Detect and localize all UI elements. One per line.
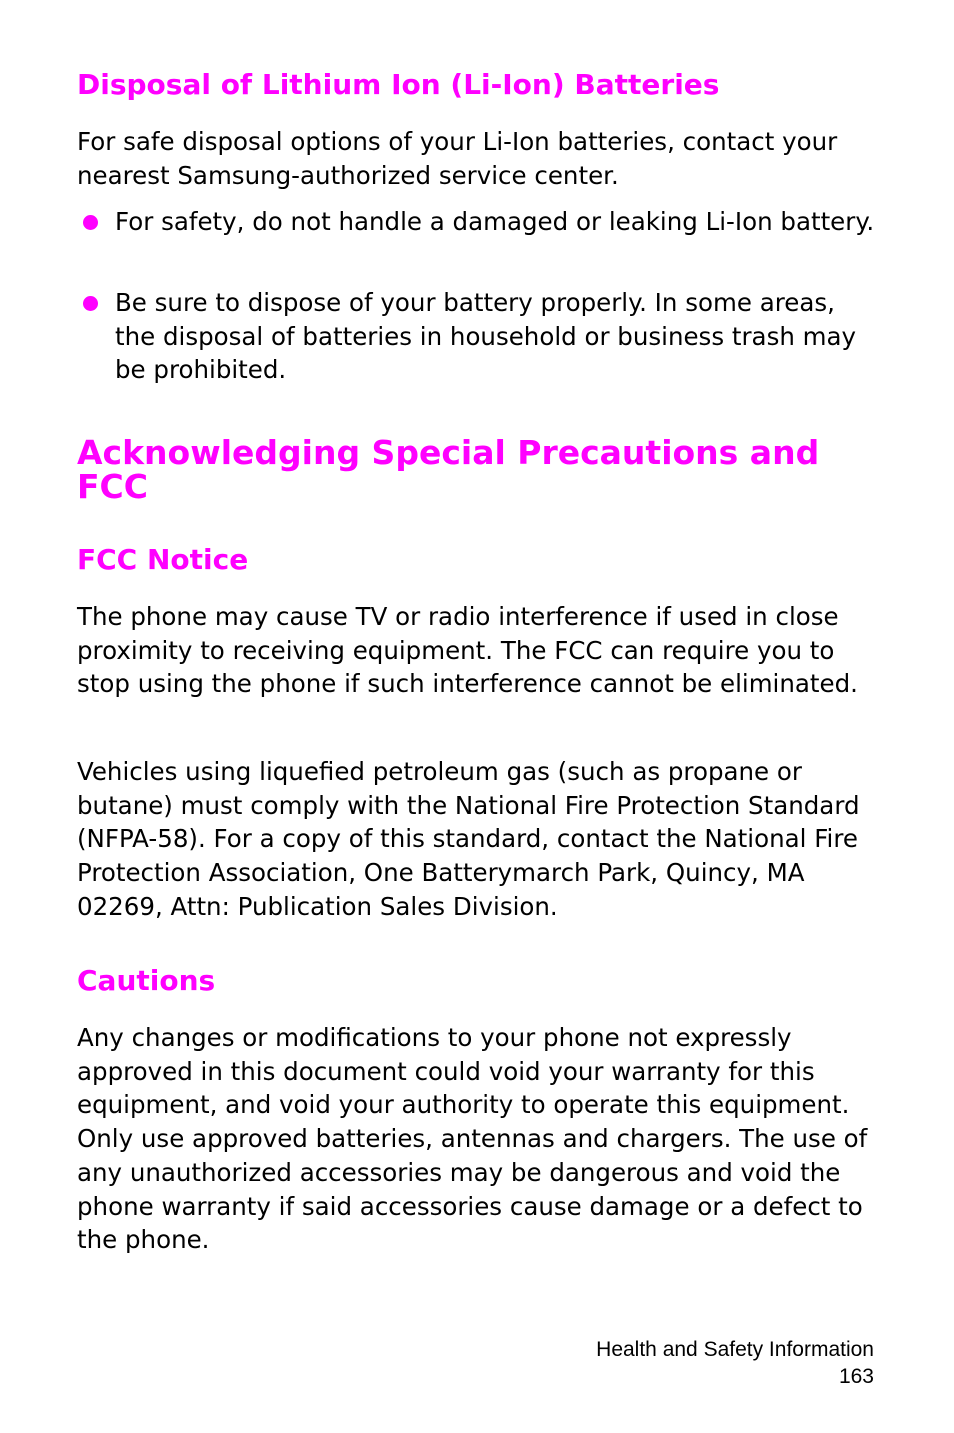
subsection-heading-fcc-notice: FCC Notice [77,543,249,576]
bullet-dot-icon [83,296,98,311]
fcc-notice-paragraph: Vehicles using liquefied petroleum gas (such as propane or butane) must comply with the National Fire Protection Standard (NFPA-58). For a copy of this standard, contact the National Fire Protection Association, One Batterymarch Park, Quincy, MA 02269, Attn: Publication Sales Division. [77,757,860,921]
bullet-dot-icon [83,215,98,230]
bullet-text: For safety, do not handle a damaged or leaking Li-Ion battery. [115,207,875,236]
page-number: 163 [838,1365,874,1388]
subsection-heading-cautions: Cautions [77,964,216,997]
section-heading-precautions-fcc: Acknowledging Special Precautions and FCC [77,433,820,506]
bullet-text: Be sure to dispose of your battery properly. In some areas, the disposal of batteries in household or business trash may be prohibited. [115,288,857,385]
page-footer [596,1336,874,1390]
fcc-notice-paragraph: The phone may cause TV or radio interference if used in close proximity to receiving equipment. The FCC can require you to stop using the phone if such interference cannot be eliminated. [77,602,858,699]
section-heading-battery-disposal: Disposal of Lithium Ion (Li-Ion) Batteries [77,68,720,101]
footer-chapter-title: Health and Safety Information [596,1338,874,1361]
battery-disposal-intro: For safe disposal options of your Li-Ion batteries, contact your nearest Samsung-authorized service center. [77,127,838,190]
cautions-paragraph: Any changes or modifications to your phone not expressly approved in this document could void your warranty for this equipment, and void your authority to operate this equipment. Only use approved batteries, antennas and chargers. The use of any unauthorized accessories may be dangerous and void the phone warranty if said accessories cause damage or a defect to the phone. [77,1023,868,1255]
